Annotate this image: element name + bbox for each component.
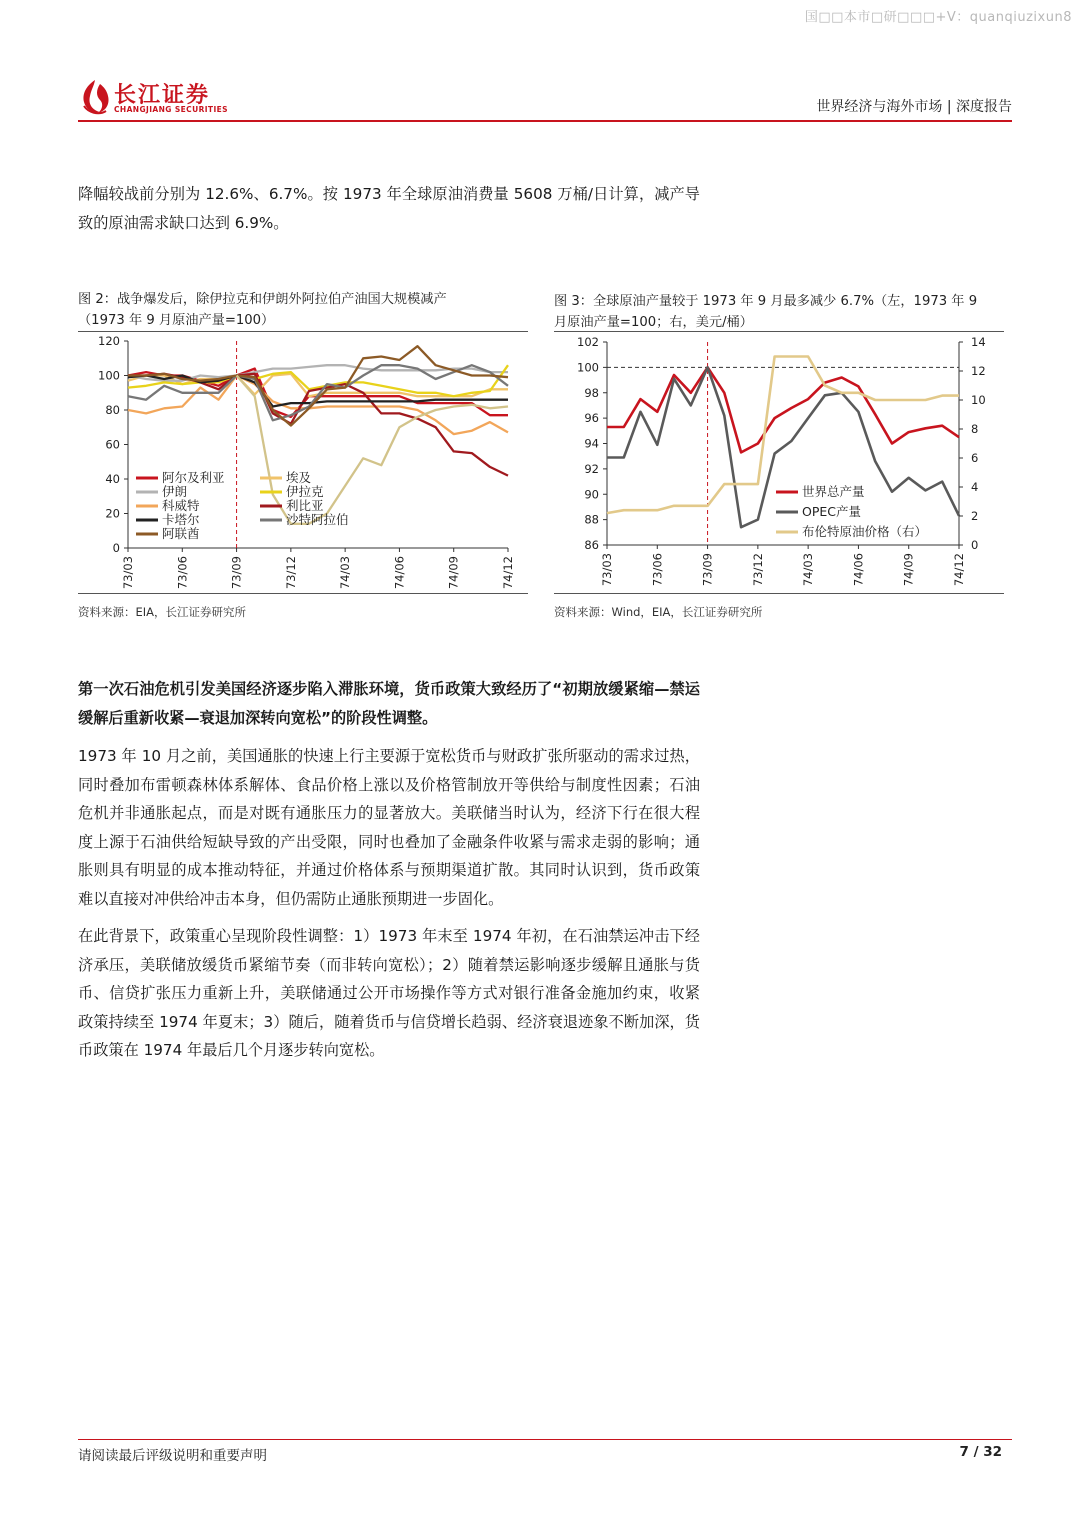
y-tick-label-right: 4: [971, 480, 979, 494]
figure2-title: [78, 289, 528, 331]
logo-chinese-name: 长江证券: [114, 83, 211, 108]
logo-flame-icon: [78, 78, 112, 116]
y-tick-label-left: 100: [98, 368, 120, 383]
y-tick-label-left: 88: [584, 512, 599, 527]
x-tick-label: 73/03: [121, 556, 135, 590]
x-tick-label: 73/09: [229, 556, 244, 590]
y-tick-label-left: 60: [105, 437, 120, 452]
y-tick-label-right: 2: [971, 509, 979, 523]
legend-label: 布伦特原油价格（右）: [802, 524, 928, 539]
x-tick-label: 73/06: [650, 553, 665, 587]
x-tick-label: 73/12: [283, 556, 298, 590]
figure3-bottom-rule: [554, 593, 1004, 594]
x-tick-label: 73/03: [600, 553, 614, 587]
footer-disclaimer: 请阅读最后评级说明和重要声明: [78, 1448, 267, 1464]
company-logo: [78, 78, 238, 118]
figure3-top-rule: [554, 331, 1004, 332]
y-tick-label-left: 0: [112, 541, 120, 555]
watermark: 国□□本市□研□□□+V：quanqiuzixun8: [804, 10, 1072, 25]
y-tick-label-left: 102: [577, 335, 599, 349]
body-paragraph-1: 1973 年 10 月之前，美国通胀的快速上行主要源于宽松货币与财政扩张所驱动的需求过热，同时叠加布雷顿森林体系解体、食品价格上涨以及价格管制放开等供给与制度性因素；石油危机并非通胀起点，而是对既有通胀压力的显著放大。美联储当时认为，经济下行在很大程度上源于石油供给短缺导致的产出受限，同时也叠加了金融条件收紧与需求走弱的影响；通胀则具有明显的成本推动特征，并通过价格体系与预期渠道扩散。其同时认识到，货币政策难以直接对冲供给冲击本身，但仍需防止通胀预期进一步固化。: [78, 747, 700, 908]
x-tick-label: 74/09: [901, 553, 916, 587]
series-line-8: [128, 346, 508, 425]
x-tick-label: 74/12: [952, 553, 966, 587]
series-line-5: [128, 374, 508, 476]
x-tick-label: 73/06: [175, 556, 190, 590]
y-tick-label-left: 86: [584, 538, 599, 552]
figure2-title-line1: 图 2：战争爆发后，除伊拉克和伊朗外阿拉伯产油国大规模减产: [78, 292, 447, 307]
y-tick-label-right: 8: [971, 422, 979, 436]
figure3-chart: [554, 333, 1004, 595]
figure2-chart: [78, 333, 528, 595]
series-line-1: [607, 367, 959, 527]
legend-label: OPEC产量: [802, 504, 862, 519]
body-paragraph-2: 在此背景下，政策重心呈现阶段性调整：1）1973 年末至 1974 年初，在石油禁运冲击下经济承压，美联储放缓货币紧缩节奏（而非转向宽松）；2）随着禁运影响逐步缓解且通胀与货币、信贷扩张压力重新上升，美联储通过公开市场操作等方式对银行准备金施加约束，收紧政策持续至 1974 年夏末；3）随后，随着货币与信贷增长趋弱、经济衰退迹象不断加深，货币政策在 1974 年最后几个月逐步转向宽松。: [78, 927, 700, 1059]
x-tick-label: 74/12: [501, 556, 515, 590]
series-line-7: [128, 365, 508, 420]
footer-divider: [78, 1439, 1012, 1440]
y-tick-label-right: 14: [971, 335, 986, 349]
x-tick-label: 73/09: [700, 553, 715, 587]
header-divider: [78, 120, 1012, 122]
y-tick-label-left: 120: [98, 334, 120, 348]
y-tick-label-left: 94: [584, 436, 599, 451]
y-tick-label-left: 100: [577, 360, 599, 375]
series-line-9: [237, 376, 508, 524]
x-tick-label: 74/09: [446, 556, 461, 590]
figure3-source: 资料来源：Wind，EIA，长江证券研究所: [554, 605, 763, 619]
legend-label: 利比亚: [286, 498, 324, 513]
figure2-source: 资料来源：EIA，长江证券研究所: [78, 605, 247, 619]
legend-label: 伊朗: [162, 484, 188, 499]
y-tick-label-left: 98: [584, 385, 599, 400]
figure2-bottom-rule: [78, 593, 528, 594]
x-tick-label: 74/06: [851, 553, 866, 587]
y-tick-label-right: 0: [971, 538, 979, 552]
intro-paragraph: 降幅较战前分别为 12.6%、6.7%。按 1973 年全球原油消费量 5608 万桶/日计算，减产导致的原油需求缺口达到 6.9%。: [78, 185, 700, 232]
legend-label: 埃及: [286, 470, 312, 485]
x-tick-label: 74/06: [392, 556, 407, 590]
figure3-title-line2: 月原油产量=100；右，美元/桶）: [554, 315, 753, 330]
figure2-top-rule: [78, 331, 528, 332]
figure3-title: [554, 291, 1004, 333]
legend-label: 阿尔及利亚: [162, 470, 225, 485]
report-section-label: 世界经济与海外市场 | 深度报告: [816, 99, 1012, 115]
figure2-title-line2: （1973 年 9 月原油产量=100）: [78, 313, 275, 328]
legend-label: 阿联酋: [162, 526, 200, 541]
y-tick-label-left: 92: [584, 461, 599, 476]
page-number: 7 / 32: [959, 1444, 1002, 1460]
legend-label: 世界总产量: [802, 484, 865, 499]
x-tick-label: 74/03: [338, 556, 353, 590]
logo-english-name: CHANGJIANG SECURITIES: [114, 105, 228, 114]
y-tick-label-left: 96: [584, 411, 599, 426]
lead-paragraph: 第一次石油危机引发美国经济逐步陷入滞胀环境，货币政策大致经历了“初期放缓紧缩—禁运缓解后重新收紧—衰退加深转向宽松”的阶段性调整。: [78, 680, 700, 727]
x-tick-label: 73/12: [750, 553, 765, 587]
figure3-title-line1: 图 3：全球原油产量较于 1973 年 9 月最多减少 6.7%（左，1973 年 9: [554, 294, 978, 309]
y-tick-label-right: 10: [971, 393, 986, 407]
legend-label: 伊拉克: [286, 484, 324, 499]
y-tick-label-left: 20: [105, 506, 120, 521]
y-tick-label-left: 90: [584, 487, 599, 502]
legend-label: 沙特阿拉伯: [286, 512, 349, 527]
y-tick-label-right: 12: [971, 364, 986, 378]
y-tick-label-right: 6: [971, 451, 979, 465]
y-tick-label-left: 40: [105, 472, 120, 486]
legend-label: 科威特: [162, 498, 200, 513]
y-tick-label-left: 80: [105, 403, 120, 417]
x-tick-label: 74/03: [801, 553, 816, 587]
legend-label: 卡塔尔: [162, 512, 200, 527]
